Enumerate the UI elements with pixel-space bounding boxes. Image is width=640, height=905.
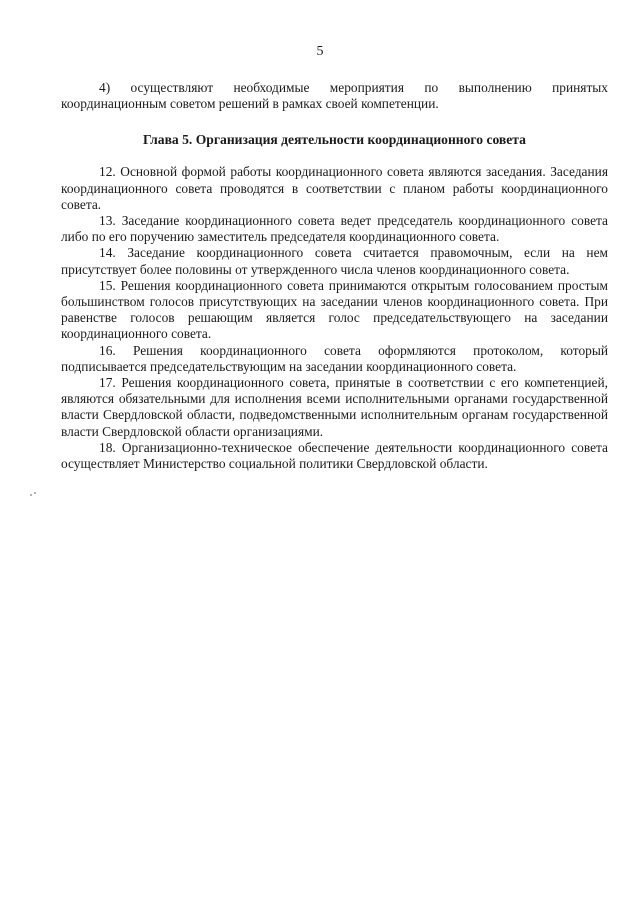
paragraph-15: 15. Решения координационного совета принимаются открытым голосованием простым большинством голосов присутствующих на заседании членов координационного совета. При равенстве голосов решающим является голос председательствующего на заседании координационного совета.	[61, 277, 608, 342]
paragraph-12: 12. Основной формой работы координационного совета являются заседания. Заседания координационного совета проводятся в соответствии с планом работы координационного совета.	[61, 164, 608, 212]
paragraph-14: 14. Заседание координационного совета считается правомочным, если на нем присутствует более половины от утвержденного числа членов координационного совета.	[61, 245, 608, 277]
paragraph-13: 13. Заседание координационного совета ведет председатель координационного совета либо по его поручению заместитель председателя координационного совета.	[61, 213, 608, 245]
paragraph-17: 17. Решения координационного совета, принятые в соответствии с его компетенцией, являются обязательными для исполнения всеми исполнительными органами государственной власти Свердловской области, подведомственными исполнительным органам государственной власти Свердловской области организациями.	[61, 375, 608, 439]
paragraph-item-4: 4) осуществляют необходимые мероприятия по выполнению принятых координационным советом решений в рамках своей компетенции.	[61, 80, 608, 112]
page-number: 5	[316, 44, 324, 59]
scan-artifact	[30, 492, 38, 496]
paragraph-18: 18. Организационно-техническое обеспечение деятельности координационного совета осуществляет Министерство социальной политики Свердловской области.	[61, 439, 608, 472]
document-body	[61, 80, 608, 472]
chapter-title: Глава 5. Организация деятельности координационного совета	[143, 132, 526, 148]
paragraph-16: 16. Решения координационного совета оформляются протоколом, который подписывается председательствующим на заседании координационного совета.	[61, 342, 608, 374]
